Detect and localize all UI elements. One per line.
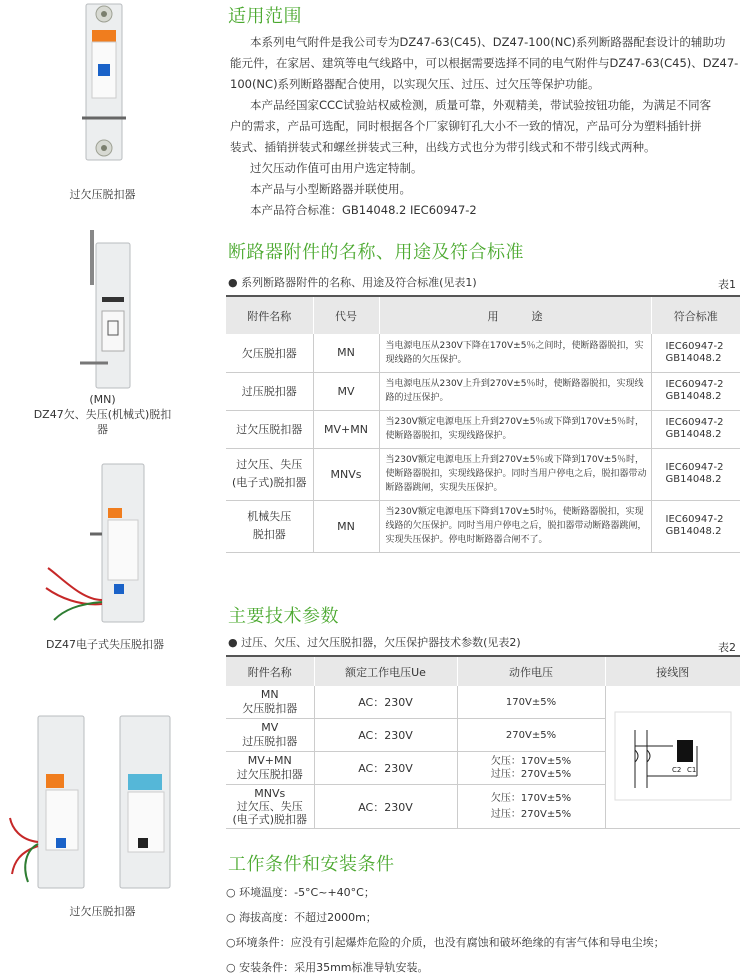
scope-line-7: 过欠压动作值可由用户选定特制。 bbox=[250, 161, 423, 175]
scope-line-3: 100(NC)系列断路器配合使用，以实现欠压、过压、过欠压等保护功能。 bbox=[230, 77, 600, 91]
scope-line-5: 户的需求，产品可选配，同时根据各个厂家铆钉孔大小不一致的情况，产品可分为塑料插针拼 bbox=[230, 119, 702, 133]
row-standard bbox=[651, 334, 740, 372]
product-image-3 bbox=[42, 460, 152, 625]
table-row bbox=[226, 410, 740, 448]
scope-line-4: 本产品经国家CCC试验站权威检测，质量可靠，外观精美，带试验按钮功能，为满足不同客 bbox=[250, 98, 712, 112]
row-purpose: 当230V额定电源电压上升到270V±5％或下降到170V±5％时，使断路器脱扣，实现线路保护。 bbox=[379, 410, 651, 448]
row-code: MV+MN bbox=[313, 410, 379, 448]
table-1 bbox=[226, 295, 740, 553]
table-1-header-standard: 符合标准 bbox=[651, 296, 740, 334]
std-gb: GB14048.2 bbox=[665, 474, 722, 485]
action-2: 过压：270V±5% bbox=[490, 808, 572, 820]
params-note-text: 过压、欠压、过欠压脱扣器，欠压保护器技术参数(见表2) bbox=[241, 636, 521, 649]
wiring-diagram-cell bbox=[605, 686, 740, 829]
std-iec: IEC60947-2 bbox=[665, 514, 724, 525]
product-image-4 bbox=[8, 712, 188, 892]
row-standard bbox=[651, 500, 740, 552]
scope-line-2: 能元件，在家居、建筑等电气线路中，可以根据需要选择不同的电气附件与DZ47-63(C45)、DZ47- bbox=[230, 56, 739, 70]
row-action bbox=[457, 785, 605, 829]
table-1-header bbox=[226, 296, 740, 334]
row-name bbox=[226, 719, 314, 752]
row-name bbox=[226, 752, 314, 785]
product-caption-2-name: DZ47欠、失压(机械式)脱扣器 bbox=[33, 408, 172, 436]
table-2-header-action: 动作电压 bbox=[457, 656, 605, 686]
name-text: 过欠压脱扣器 bbox=[236, 768, 303, 781]
row-name bbox=[226, 686, 314, 719]
table-1-header-name: 附件名称 bbox=[226, 296, 313, 334]
std-gb: GB14048.2 bbox=[665, 352, 722, 364]
scope-line-9: 本产品符合标准：GB14048.2 IEC60947-2 bbox=[250, 203, 477, 217]
std-iec: IEC60947-2 bbox=[665, 379, 724, 390]
row-purpose: 当230V额定电源电压下降到170V±5时％，使断路器脱扣，实现线路的欠压保护。同时当用户停电之后，脱扣器带动断路器跳闸，实现失压保护。停电时断路器合闸不了。 bbox=[379, 500, 651, 552]
scope-title: 适用范围 bbox=[228, 6, 302, 27]
row-name: 机械失压 脱扣器 bbox=[226, 500, 313, 552]
action-1: 170V±5% bbox=[505, 696, 557, 708]
std-iec: IEC60947-2 bbox=[665, 417, 724, 428]
std-gb: GB14048.2 bbox=[665, 391, 722, 402]
names-title: 断路器附件的名称、用途及符合标准 bbox=[228, 242, 524, 263]
wiring-diagram bbox=[613, 706, 733, 806]
name-code: MN bbox=[260, 688, 279, 701]
row-code: MN bbox=[313, 334, 379, 372]
name-code: MNVs bbox=[254, 787, 286, 800]
conditions-list bbox=[226, 880, 736, 980]
product-caption-2-code: (MN) bbox=[89, 393, 116, 406]
list-item: ○ 环境温度：-5°C~+40°C； bbox=[226, 886, 375, 899]
wiring-label-c2: C2 bbox=[671, 765, 682, 774]
table-2-header-voltage: 额定工作电压Ue bbox=[314, 656, 457, 686]
action-1: 欠压：170V±5% bbox=[490, 792, 572, 804]
row-voltage: AC：230V bbox=[314, 686, 457, 719]
std-gb: GB14048.2 bbox=[665, 429, 722, 440]
wiring-label-c1: C1 bbox=[686, 765, 697, 774]
table1-tag: 表1 bbox=[718, 278, 736, 291]
scope-line-1: 本系列电气附件是我公司专为DZ47-63(C45)、DZ47-100(NC)系列断路器配套设计的辅助功 bbox=[250, 35, 726, 49]
row-action bbox=[457, 719, 605, 752]
table-2-header-name: 附件名称 bbox=[226, 656, 314, 686]
product-caption-3: DZ47电子式失压脱扣器 bbox=[45, 638, 164, 651]
row-purpose: 当电源电压从230V下降在170V±5％之间时，使断路器脱扣，实现线路的欠压保护。 bbox=[379, 334, 651, 372]
table-row bbox=[226, 372, 740, 410]
std-iec: IEC60947-2 bbox=[665, 462, 724, 473]
params-title: 主要技术参数 bbox=[228, 606, 339, 627]
row-name: 欠压脱扣器 bbox=[226, 334, 313, 372]
table-1-header-code: 代号 bbox=[313, 296, 379, 334]
table-row bbox=[226, 686, 740, 719]
row-name: 过欠压脱扣器 bbox=[226, 410, 313, 448]
action-2: 270V±5% bbox=[505, 729, 557, 741]
table2-tag: 表2 bbox=[718, 641, 736, 654]
names-note: ● 系列断路器附件的名称、用途及符合标准(见表1) bbox=[228, 276, 477, 289]
row-standard bbox=[651, 410, 740, 448]
row-code: MN bbox=[313, 500, 379, 552]
row-code: MNVs bbox=[313, 448, 379, 500]
product-caption-1: 过欠压脱扣器 bbox=[69, 188, 136, 201]
list-item: ○ 安装条件：采用35mm标准导轨安装。 bbox=[226, 961, 429, 974]
row-voltage: AC：230V bbox=[314, 785, 457, 829]
row-voltage: AC：230V bbox=[314, 719, 457, 752]
row-action bbox=[457, 752, 605, 785]
list-item: ○ 海拔高度：不超过2000m； bbox=[226, 911, 377, 924]
scope-line-6: 装式、插销拼装式和螺丝拼装式三种，出线方式也分为带引线式和不带引线式两种。 bbox=[230, 140, 656, 154]
std-gb: GB14048.2 bbox=[665, 526, 722, 537]
names-note-text: 系列断路器附件的名称、用途及符合标准(见表1) bbox=[241, 276, 477, 289]
table-row bbox=[226, 334, 740, 372]
action-1: 欠压：170V±5% bbox=[490, 756, 572, 767]
name-text: 过压脱扣器 bbox=[242, 735, 298, 748]
row-name: 过压脱扣器 bbox=[226, 372, 313, 410]
list-item: ○环境条件：应没有引起爆炸危险的介质，也没有腐蚀和破坏绝缘的有害气体和导电尘埃； bbox=[226, 936, 665, 949]
table-row bbox=[226, 448, 740, 500]
std-iec: IEC60947-2 bbox=[665, 340, 724, 352]
row-voltage: AC：230V bbox=[314, 752, 457, 785]
table-row bbox=[226, 500, 740, 552]
name-code: MV+MN bbox=[247, 754, 292, 767]
row-name bbox=[226, 785, 314, 829]
table-1-header-purpose: 用 途 bbox=[379, 296, 651, 334]
params-note: ● 过压、欠压、过欠压脱扣器，欠压保护器技术参数(见表2) bbox=[228, 636, 521, 649]
product-image-2 bbox=[78, 225, 138, 390]
name-text: 过欠压、失压 (电子式)脱扣器 bbox=[232, 800, 308, 826]
table-2-header-wiring: 接线图 bbox=[605, 656, 740, 686]
row-purpose: 当230V额定电源电压上升到270V±5％或下降到170V±5％时，使断路器脱扣，实现线路保护。同时当用户停电之后，脱扣器带动断路器跳闸，实现失压保护。 bbox=[379, 448, 651, 500]
row-name: 过欠压、失压 (电子式)脱扣器 bbox=[226, 448, 313, 500]
action-2: 过压：270V±5% bbox=[490, 769, 572, 780]
table-2-header bbox=[226, 656, 740, 686]
table-2 bbox=[226, 655, 740, 829]
name-code: MV bbox=[261, 721, 279, 734]
row-purpose: 当电源电压从230V上升到270V±5％时，使断路器脱扣，实现线路的过压保护。 bbox=[379, 372, 651, 410]
scope-text bbox=[230, 32, 740, 221]
product-image-1 bbox=[80, 2, 128, 162]
scope-line-8: 本产品与小型断路器并联使用。 bbox=[250, 182, 411, 196]
product-caption-2 bbox=[30, 392, 175, 437]
name-text: 欠压脱扣器 bbox=[242, 702, 298, 715]
row-standard bbox=[651, 372, 740, 410]
row-standard bbox=[651, 448, 740, 500]
conditions-title: 工作条件和安装条件 bbox=[228, 854, 395, 875]
row-code: MV bbox=[313, 372, 379, 410]
row-action bbox=[457, 686, 605, 719]
product-caption-4: 过欠压脱扣器 bbox=[69, 905, 136, 918]
